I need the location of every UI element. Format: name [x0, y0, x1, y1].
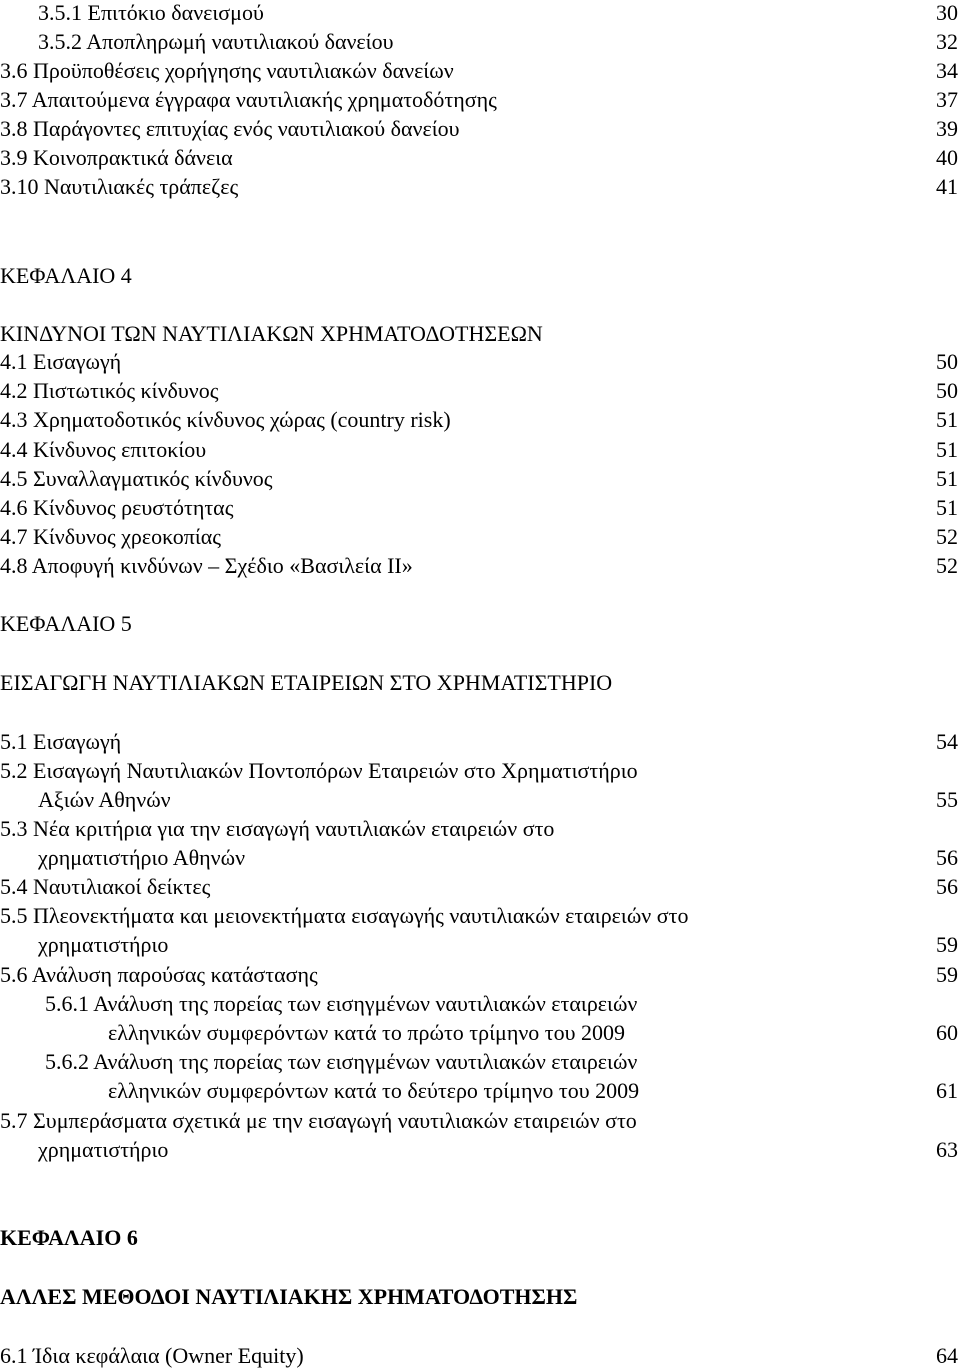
toc-entry-title: 3.6 Προϋποθέσεις χορήγησης ναυτιλιακών δανείων [0, 58, 454, 83]
toc-entry [0, 143, 960, 172]
toc-entry-page: 52 [936, 553, 958, 578]
toc-entry-page: 55 [936, 787, 958, 812]
toc-entry-page: 34 [936, 58, 958, 83]
toc-entry [0, 1018, 960, 1047]
chapter-number: ΚΕΦΑΛΑΙΟ 5 [0, 611, 132, 636]
toc-entry [0, 114, 960, 143]
toc-entry [0, 930, 960, 959]
toc-entry [0, 522, 960, 551]
toc-entry-title: 5.7 Συμπεράσματα σχετικά με την εισαγωγή ναυτιλιακών εταιρειών στο [0, 1108, 637, 1133]
toc-entry-title: 3.7 Απαιτούμενα έγγραφα ναυτιλιακής χρηματοδότησης [0, 87, 497, 112]
toc-entry-page: 50 [936, 349, 958, 374]
toc-entry-title: 4.8 Αποφυγή κινδύνων – Σχέδιο «Βασιλεία ΙΙ» [0, 553, 413, 578]
toc-entry-title: Αξιών Αθηνών [38, 787, 171, 812]
toc-entry-page: 40 [936, 145, 958, 170]
toc-entry-title: 5.1 Εισαγωγή [0, 729, 122, 754]
toc-entry-title: ελληνικών συμφερόντων κατά το δεύτερο τρίμηνο του 2009 [108, 1078, 640, 1103]
toc-entry-page: 56 [936, 845, 958, 870]
toc-entry-title: χρηματιστήριο Αθηνών [38, 845, 246, 870]
toc-entry-page: 52 [936, 524, 958, 549]
toc-entry [0, 85, 960, 114]
toc-entry-page: 61 [936, 1078, 958, 1103]
chapter-heading [0, 261, 960, 290]
toc-entry [0, 347, 960, 376]
toc-entry-title: 3.5.2 Αποπληρωμή ναυτιλιακού δανείου [38, 29, 394, 54]
toc-entry [0, 901, 960, 930]
toc-entry [0, 1135, 960, 1164]
toc-entry [0, 1341, 960, 1370]
chapter-heading [0, 319, 960, 348]
toc-entry [0, 172, 960, 201]
toc-entry-title: 5.6 Ανάλυση παρούσας κατάστασης [0, 962, 318, 987]
toc-entry [0, 843, 960, 872]
toc-entry-title: χρηματιστήριο [38, 932, 169, 957]
toc-entry-page: 51 [936, 466, 958, 491]
toc-entry [0, 464, 960, 493]
toc-entry-title: 5.6.2 Ανάλυση της πορείας των εισηγμένων ναυτιλιακών εταιρειών [45, 1049, 638, 1074]
toc-entry-page: 64 [936, 1343, 958, 1368]
toc-entry-page: 63 [936, 1137, 958, 1162]
chapter-number: ΚΕΦΑΛΑΙΟ 6 [0, 1225, 138, 1250]
toc-entry-title: 4.3 Χρηματοδοτικός κίνδυνος χώρας (country risk) [0, 407, 451, 432]
chapter-heading [0, 1223, 960, 1252]
toc-entry-title: ελληνικών συμφερόντων κατά το πρώτο τρίμηνο του 2009 [108, 1020, 625, 1045]
toc-entry [0, 493, 960, 522]
toc-entry-title: 4.6 Κίνδυνος ρευστότητας [0, 495, 234, 520]
toc-entry-page: 51 [936, 407, 958, 432]
toc-entry-title: 4.7 Κίνδυνος χρεοκοπίας [0, 524, 222, 549]
toc-entry [0, 989, 960, 1018]
toc-entry-title: 3.8 Παράγοντες επιτυχίας ενός ναυτιλιακού δανείου [0, 116, 460, 141]
toc-entry [0, 376, 960, 405]
toc-entry-title: 4.2 Πιστωτικός κίνδυνος [0, 378, 219, 403]
toc-entry-page: 37 [936, 87, 958, 112]
toc-entry [0, 814, 960, 843]
toc-entry-page: 50 [936, 378, 958, 403]
toc-entry-page: 30 [936, 0, 958, 25]
toc-entry-page: 32 [936, 29, 958, 54]
toc-entry-title: 4.4 Κίνδυνος επιτοκίου [0, 437, 207, 462]
toc-entry-page: 56 [936, 874, 958, 899]
toc-entry-title: 3.9 Κοινοπρακτικά δάνεια [0, 145, 233, 170]
toc-entry-title: 5.2 Εισαγωγή Ναυτιλιακών Ποντοπόρων Εταιρειών στο Χρηματιστήριο [0, 758, 638, 783]
chapter-title: ΚΙΝΔΥΝΟΙ ΤΩΝ ΝΑΥΤΙΛΙΑΚΩΝ ΧΡΗΜΑΤΟΔΟΤΗΣΕΩΝ [0, 321, 543, 346]
toc-entry [0, 727, 960, 756]
chapter-title: ΑΛΛΕΣ ΜΕΘΟΔΟΙ ΝΑΥΤΙΛΙΑΚΗΣ ΧΡΗΜΑΤΟΔΟΤΗΣΗΣ [0, 1284, 578, 1309]
toc-entry [0, 1106, 960, 1135]
toc-entry-title: 5.4 Ναυτιλιακοί δείκτες [0, 874, 211, 899]
toc-entry [0, 435, 960, 464]
toc-entry-title: 3.10 Ναυτιλιακές τράπεζες [0, 174, 239, 199]
toc-entry-page: 54 [936, 729, 958, 754]
toc-entry-title: 4.5 Συναλλαγματικός κίνδυνος [0, 466, 273, 491]
chapter-heading [0, 609, 960, 638]
toc-entry-page: 39 [936, 116, 958, 141]
toc-entry-title: 6.1 Ίδια κεφάλαια (Owner Equity) [0, 1343, 304, 1368]
chapter-heading [0, 1282, 960, 1311]
toc-entry [0, 551, 960, 580]
chapter-title: ΕΙΣΑΓΩΓΗ ΝΑΥΤΙΛΙΑΚΩΝ ΕΤΑΙΡΕΙΩΝ ΣΤΟ ΧΡΗΜΑΤΙΣΤΗΡΙΟ [0, 670, 613, 695]
toc-entry [0, 0, 960, 27]
toc-entry [0, 872, 960, 901]
toc-entry [0, 405, 960, 434]
toc-entry [0, 960, 960, 989]
toc-entry-page: 51 [936, 495, 958, 520]
toc-entry-title: 5.5 Πλεονεκτήματα και μειονεκτήματα εισαγωγής ναυτιλιακών εταιρειών στο [0, 903, 689, 928]
toc-entry-title: 5.3 Νέα κριτήρια για την εισαγωγή ναυτιλιακών εταιρειών στο [0, 816, 555, 841]
toc-entry-title: 3.5.1 Επιτόκιο δανεισμού [38, 0, 264, 25]
toc-entry-page: 51 [936, 437, 958, 462]
toc-entry [0, 756, 960, 785]
toc-entry [0, 1047, 960, 1076]
toc-entry-page: 41 [936, 174, 958, 199]
chapter-number: ΚΕΦΑΛΑΙΟ 4 [0, 263, 132, 288]
toc-entry-page: 59 [936, 962, 958, 987]
toc-entry-page: 60 [936, 1020, 958, 1045]
chapter-heading [0, 668, 960, 697]
toc-entry [0, 56, 960, 85]
toc-entry [0, 785, 960, 814]
toc-entry-title: 5.6.1 Ανάλυση της πορείας των εισηγμένων ναυτιλιακών εταιρειών [45, 991, 638, 1016]
toc-entry [0, 1076, 960, 1105]
toc-entry-title: χρηματιστήριο [38, 1137, 169, 1162]
toc-entry-page: 59 [936, 932, 958, 957]
toc-entry [0, 27, 960, 56]
toc-entry-title: 4.1 Εισαγωγή [0, 349, 122, 374]
